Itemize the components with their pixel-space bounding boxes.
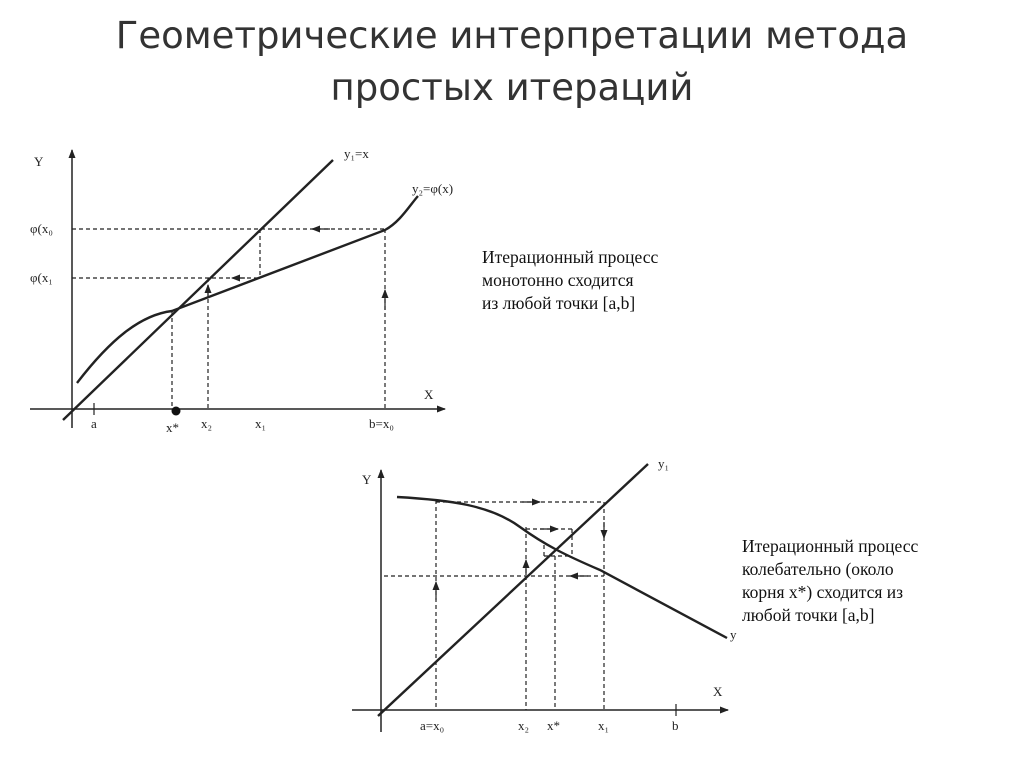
top-tick-x2-label: x₂ <box>201 416 213 431</box>
bottom-y-label: y <box>730 627 737 642</box>
top-y1-label: y₁=x <box>344 146 369 161</box>
bottom-note-line-1: Итерационный процесс <box>742 536 919 556</box>
bottom-note-line-2: колебательно (около <box>742 559 894 579</box>
top-y-axis-label: Y <box>34 154 44 169</box>
top-phi-x0-label: φ(x₀ <box>30 221 53 236</box>
top-diagram <box>30 150 445 428</box>
top-tick-xstar-label: x* <box>166 420 179 435</box>
bottom-note <box>742 535 918 627</box>
top-tick-b-label: b=x₀ <box>369 416 394 431</box>
top-x-axis-label: X <box>424 387 434 402</box>
bottom-tick-a-label: a=x₀ <box>420 718 445 733</box>
top-tick-x1-label: x₁ <box>255 416 267 431</box>
top-note-line-2: монотонно сходится <box>482 270 634 290</box>
bottom-note-line-4: любой точки [a,b] <box>742 605 875 625</box>
bottom-y1-label: y₁ <box>658 456 670 471</box>
title-line-1: Геометрические интерпретации метода <box>115 14 909 57</box>
bottom-tick-xstar-label: x* <box>547 718 560 733</box>
top-y2-label: y₂=φ(x) <box>412 181 454 196</box>
top-note <box>482 246 658 315</box>
bottom-diagram <box>352 464 728 732</box>
top-dashed-lines <box>72 229 385 409</box>
bottom-tick-x2-label: x₂ <box>518 718 530 733</box>
bottom-y-axis-label: Y <box>362 472 372 487</box>
top-note-line-1: Итерационный процесс <box>482 247 659 267</box>
title-line-2: простых итераций <box>330 66 694 109</box>
top-phi-x1-label: φ(x₁ <box>30 270 53 285</box>
top-curve-phi <box>77 196 418 383</box>
bottom-curve-phi <box>397 497 727 638</box>
top-line-y1 <box>63 160 333 420</box>
top-root-dot <box>172 407 181 416</box>
bottom-note-line-3: корня x*) сходится из <box>742 582 904 602</box>
bottom-tick-x1-label: x₁ <box>598 718 610 733</box>
top-note-line-3: из любой точки [a,b] <box>482 293 636 313</box>
bottom-x-axis-label: X <box>713 684 723 699</box>
top-tick-a-label: a <box>91 416 97 431</box>
bottom-tick-b-label: b <box>672 718 679 733</box>
